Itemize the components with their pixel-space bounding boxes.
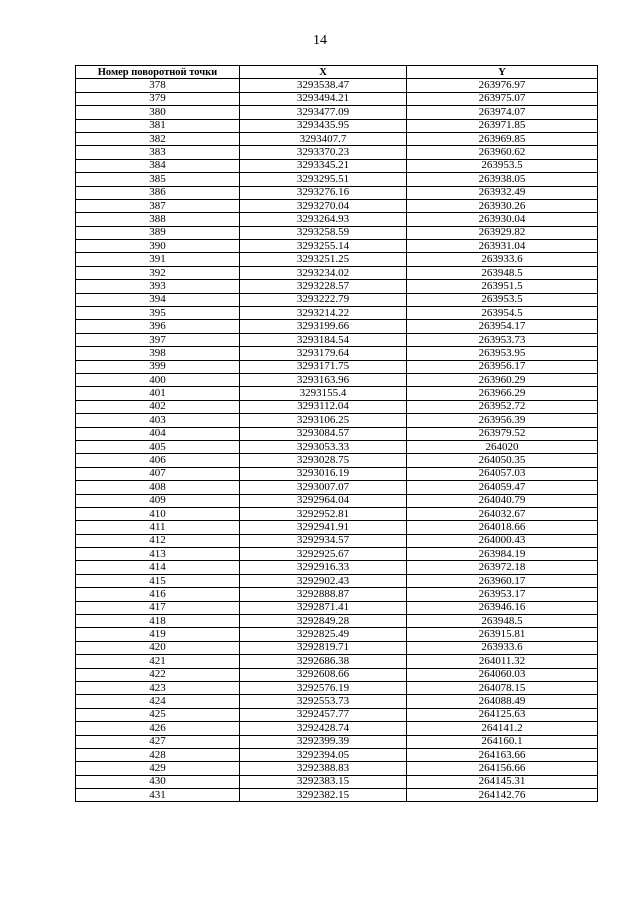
- header-y: Y: [407, 66, 598, 79]
- cell-y: 263948.5: [407, 266, 598, 279]
- cell-x: 3292825.49: [240, 628, 407, 641]
- cell-y: 264163.66: [407, 748, 598, 761]
- cell-y: 264057.03: [407, 467, 598, 480]
- table-row: [76, 695, 598, 708]
- cell-y: 263953.5: [407, 159, 598, 172]
- table-row: [76, 253, 598, 266]
- cell-y: 264050.35: [407, 454, 598, 467]
- cell-y: 263930.26: [407, 199, 598, 212]
- cell-x: 3292941.91: [240, 521, 407, 534]
- cell-y: 264040.79: [407, 494, 598, 507]
- cell-point-number: 400: [76, 373, 240, 386]
- cell-x: 3293155.4: [240, 387, 407, 400]
- table-row: [76, 534, 598, 547]
- cell-x: 3292888.87: [240, 588, 407, 601]
- table-row: [76, 280, 598, 293]
- cell-x: 3293053.33: [240, 440, 407, 453]
- cell-x: 3293222.79: [240, 293, 407, 306]
- cell-point-number: 428: [76, 748, 240, 761]
- table-row: [76, 92, 598, 105]
- cell-x: 3293264.93: [240, 213, 407, 226]
- cell-y: 264059.47: [407, 481, 598, 494]
- cell-point-number: 379: [76, 92, 240, 105]
- cell-x: 3293435.95: [240, 119, 407, 132]
- cell-point-number: 420: [76, 641, 240, 654]
- table-body: [76, 79, 598, 802]
- cell-point-number: 391: [76, 253, 240, 266]
- cell-point-number: 401: [76, 387, 240, 400]
- cell-x: 3293407.7: [240, 132, 407, 145]
- cell-point-number: 403: [76, 414, 240, 427]
- table-row: [76, 762, 598, 775]
- table-row: [76, 427, 598, 440]
- cell-y: 263972.18: [407, 561, 598, 574]
- cell-point-number: 421: [76, 655, 240, 668]
- cell-point-number: 413: [76, 548, 240, 561]
- cell-point-number: 408: [76, 481, 240, 494]
- cell-y: 263960.17: [407, 574, 598, 587]
- cell-x: 3293234.02: [240, 266, 407, 279]
- table-row: [76, 146, 598, 159]
- table-row: [76, 668, 598, 681]
- cell-point-number: 395: [76, 307, 240, 320]
- table-row: [76, 628, 598, 641]
- cell-x: 3293179.64: [240, 347, 407, 360]
- cell-y: 263956.17: [407, 360, 598, 373]
- table-row: [76, 414, 598, 427]
- cell-y: 263966.29: [407, 387, 598, 400]
- cell-y: 264145.31: [407, 775, 598, 788]
- cell-x: 3293214.22: [240, 307, 407, 320]
- table-row: [76, 655, 598, 668]
- cell-x: 3292394.05: [240, 748, 407, 761]
- cell-y: 264011.32: [407, 655, 598, 668]
- cell-point-number: 386: [76, 186, 240, 199]
- cell-y: 264088.49: [407, 695, 598, 708]
- cell-x: 3293255.14: [240, 240, 407, 253]
- table-row: [76, 641, 598, 654]
- cell-point-number: 422: [76, 668, 240, 681]
- cell-point-number: 404: [76, 427, 240, 440]
- table-row: [76, 454, 598, 467]
- cell-y: 263960.62: [407, 146, 598, 159]
- cell-y: 263953.73: [407, 333, 598, 346]
- table-row: [76, 173, 598, 186]
- cell-x: 3292686.38: [240, 655, 407, 668]
- cell-x: 3292952.81: [240, 507, 407, 520]
- table-row: [76, 708, 598, 721]
- table-row: [76, 213, 598, 226]
- cell-x: 3293295.51: [240, 173, 407, 186]
- table-row: [76, 588, 598, 601]
- cell-y: 264142.76: [407, 789, 598, 802]
- table-row: [76, 79, 598, 92]
- cell-y: 263952.72: [407, 400, 598, 413]
- cell-y: 264032.67: [407, 507, 598, 520]
- table-row: [76, 320, 598, 333]
- cell-point-number: 392: [76, 266, 240, 279]
- cell-y: 263930.04: [407, 213, 598, 226]
- cell-point-number: 410: [76, 507, 240, 520]
- cell-point-number: 380: [76, 106, 240, 119]
- cell-y: 263976.97: [407, 79, 598, 92]
- cell-y: 264125.63: [407, 708, 598, 721]
- cell-y: 264018.66: [407, 521, 598, 534]
- cell-x: 3292457.77: [240, 708, 407, 721]
- cell-y: 264160.1: [407, 735, 598, 748]
- cell-point-number: 383: [76, 146, 240, 159]
- cell-y: 263953.5: [407, 293, 598, 306]
- cell-point-number: 388: [76, 213, 240, 226]
- cell-x: 3293007.07: [240, 481, 407, 494]
- table-row: [76, 789, 598, 802]
- cell-point-number: 417: [76, 601, 240, 614]
- cell-point-number: 382: [76, 132, 240, 145]
- cell-y: 263971.85: [407, 119, 598, 132]
- cell-y: 263954.17: [407, 320, 598, 333]
- table-row: [76, 735, 598, 748]
- table-row: [76, 507, 598, 520]
- cell-y: 263984.19: [407, 548, 598, 561]
- table-row: [76, 240, 598, 253]
- cell-point-number: 396: [76, 320, 240, 333]
- table-row: [76, 132, 598, 145]
- cell-point-number: 430: [76, 775, 240, 788]
- cell-x: 3293370.23: [240, 146, 407, 159]
- cell-point-number: 378: [76, 79, 240, 92]
- cell-point-number: 416: [76, 588, 240, 601]
- cell-y: 263960.29: [407, 373, 598, 386]
- table-row: [76, 186, 598, 199]
- cell-point-number: 390: [76, 240, 240, 253]
- cell-y: 263953.17: [407, 588, 598, 601]
- cell-y: 263931.04: [407, 240, 598, 253]
- cell-x: 3293494.21: [240, 92, 407, 105]
- table-row: [76, 722, 598, 735]
- table-row: [76, 387, 598, 400]
- table-row: [76, 574, 598, 587]
- cell-x: 3293538.47: [240, 79, 407, 92]
- cell-point-number: 412: [76, 534, 240, 547]
- cell-y: 263956.39: [407, 414, 598, 427]
- cell-y: 263915.81: [407, 628, 598, 641]
- cell-y: 264000.43: [407, 534, 598, 547]
- table-row: [76, 106, 598, 119]
- cell-y: 263932.49: [407, 186, 598, 199]
- table-header: [76, 66, 598, 79]
- table-row: [76, 199, 598, 212]
- cell-x: 3293112.04: [240, 400, 407, 413]
- cell-x: 3292849.28: [240, 615, 407, 628]
- cell-point-number: 423: [76, 681, 240, 694]
- table-row: [76, 226, 598, 239]
- cell-point-number: 384: [76, 159, 240, 172]
- cell-y: 263969.85: [407, 132, 598, 145]
- cell-x: 3292902.43: [240, 574, 407, 587]
- table-row: [76, 748, 598, 761]
- cell-point-number: 409: [76, 494, 240, 507]
- cell-x: 3293106.25: [240, 414, 407, 427]
- cell-x: 3292934.57: [240, 534, 407, 547]
- cell-x: 3293228.57: [240, 280, 407, 293]
- cell-y: 263953.95: [407, 347, 598, 360]
- cell-x: 3292819.71: [240, 641, 407, 654]
- cell-x: 3293184.54: [240, 333, 407, 346]
- coordinates-table: [75, 65, 598, 802]
- cell-point-number: 431: [76, 789, 240, 802]
- cell-y: 263948.5: [407, 615, 598, 628]
- cell-x: 3292608.66: [240, 668, 407, 681]
- table-row: [76, 561, 598, 574]
- cell-y: 264060.03: [407, 668, 598, 681]
- table-row: [76, 307, 598, 320]
- table-row: [76, 521, 598, 534]
- cell-point-number: 385: [76, 173, 240, 186]
- cell-x: 3292428.74: [240, 722, 407, 735]
- cell-x: 3292964.04: [240, 494, 407, 507]
- table-row: [76, 467, 598, 480]
- cell-point-number: 389: [76, 226, 240, 239]
- cell-x: 3292925.67: [240, 548, 407, 561]
- cell-x: 3292382.15: [240, 789, 407, 802]
- cell-y: 264141.2: [407, 722, 598, 735]
- table-row: [76, 293, 598, 306]
- table-row: [76, 119, 598, 132]
- cell-point-number: 424: [76, 695, 240, 708]
- cell-x: 3293199.66: [240, 320, 407, 333]
- cell-y: 263929.82: [407, 226, 598, 239]
- cell-point-number: 426: [76, 722, 240, 735]
- cell-point-number: 387: [76, 199, 240, 212]
- cell-point-number: 427: [76, 735, 240, 748]
- cell-x: 3293276.16: [240, 186, 407, 199]
- cell-point-number: 381: [76, 119, 240, 132]
- cell-point-number: 405: [76, 440, 240, 453]
- header-x: X: [240, 66, 407, 79]
- cell-y: 263954.5: [407, 307, 598, 320]
- cell-point-number: 407: [76, 467, 240, 480]
- cell-y: 263979.52: [407, 427, 598, 440]
- table-row: [76, 481, 598, 494]
- cell-y: 264156.66: [407, 762, 598, 775]
- table-row: [76, 615, 598, 628]
- cell-point-number: 406: [76, 454, 240, 467]
- page-number: 14: [313, 33, 327, 48]
- cell-x: 3293084.57: [240, 427, 407, 440]
- cell-x: 3292916.33: [240, 561, 407, 574]
- header-point-number: Номер поворотной точки: [76, 66, 240, 79]
- cell-x: 3293258.59: [240, 226, 407, 239]
- table-row: [76, 494, 598, 507]
- table-row: [76, 266, 598, 279]
- cell-y: 263974.07: [407, 106, 598, 119]
- table-row: [76, 373, 598, 386]
- cell-x: 3293171.75: [240, 360, 407, 373]
- cell-y: 263975.07: [407, 92, 598, 105]
- cell-point-number: 411: [76, 521, 240, 534]
- table-row: [76, 360, 598, 373]
- cell-point-number: 399: [76, 360, 240, 373]
- cell-x: 3293345.21: [240, 159, 407, 172]
- table-row: [76, 347, 598, 360]
- table-row: [76, 333, 598, 346]
- cell-x: 3292399.39: [240, 735, 407, 748]
- cell-point-number: 397: [76, 333, 240, 346]
- cell-y: 263933.6: [407, 253, 598, 266]
- cell-x: 3293270.04: [240, 199, 407, 212]
- cell-y: 263946.16: [407, 601, 598, 614]
- cell-x: 3293251.25: [240, 253, 407, 266]
- cell-point-number: 429: [76, 762, 240, 775]
- cell-point-number: 415: [76, 574, 240, 587]
- cell-x: 3293477.09: [240, 106, 407, 119]
- cell-x: 3292553.73: [240, 695, 407, 708]
- cell-point-number: 418: [76, 615, 240, 628]
- cell-x: 3292871.41: [240, 601, 407, 614]
- cell-x: 3293016.19: [240, 467, 407, 480]
- table-row: [76, 548, 598, 561]
- cell-x: 3292383.15: [240, 775, 407, 788]
- cell-y: 263938.05: [407, 173, 598, 186]
- cell-point-number: 414: [76, 561, 240, 574]
- cell-y: 263951.5: [407, 280, 598, 293]
- cell-y: 263933.6: [407, 641, 598, 654]
- header-row: [76, 66, 598, 79]
- cell-x: 3292576.19: [240, 681, 407, 694]
- table-row: [76, 400, 598, 413]
- cell-point-number: 393: [76, 280, 240, 293]
- cell-point-number: 394: [76, 293, 240, 306]
- cell-x: 3293163.96: [240, 373, 407, 386]
- table-row: [76, 681, 598, 694]
- cell-point-number: 402: [76, 400, 240, 413]
- cell-y: 264078.15: [407, 681, 598, 694]
- table-row: [76, 159, 598, 172]
- cell-x: 3292388.83: [240, 762, 407, 775]
- cell-point-number: 425: [76, 708, 240, 721]
- table-row: [76, 775, 598, 788]
- cell-x: 3293028.75: [240, 454, 407, 467]
- cell-point-number: 419: [76, 628, 240, 641]
- table-row: [76, 601, 598, 614]
- cell-point-number: 398: [76, 347, 240, 360]
- table-row: [76, 440, 598, 453]
- cell-y: 264020: [407, 440, 598, 453]
